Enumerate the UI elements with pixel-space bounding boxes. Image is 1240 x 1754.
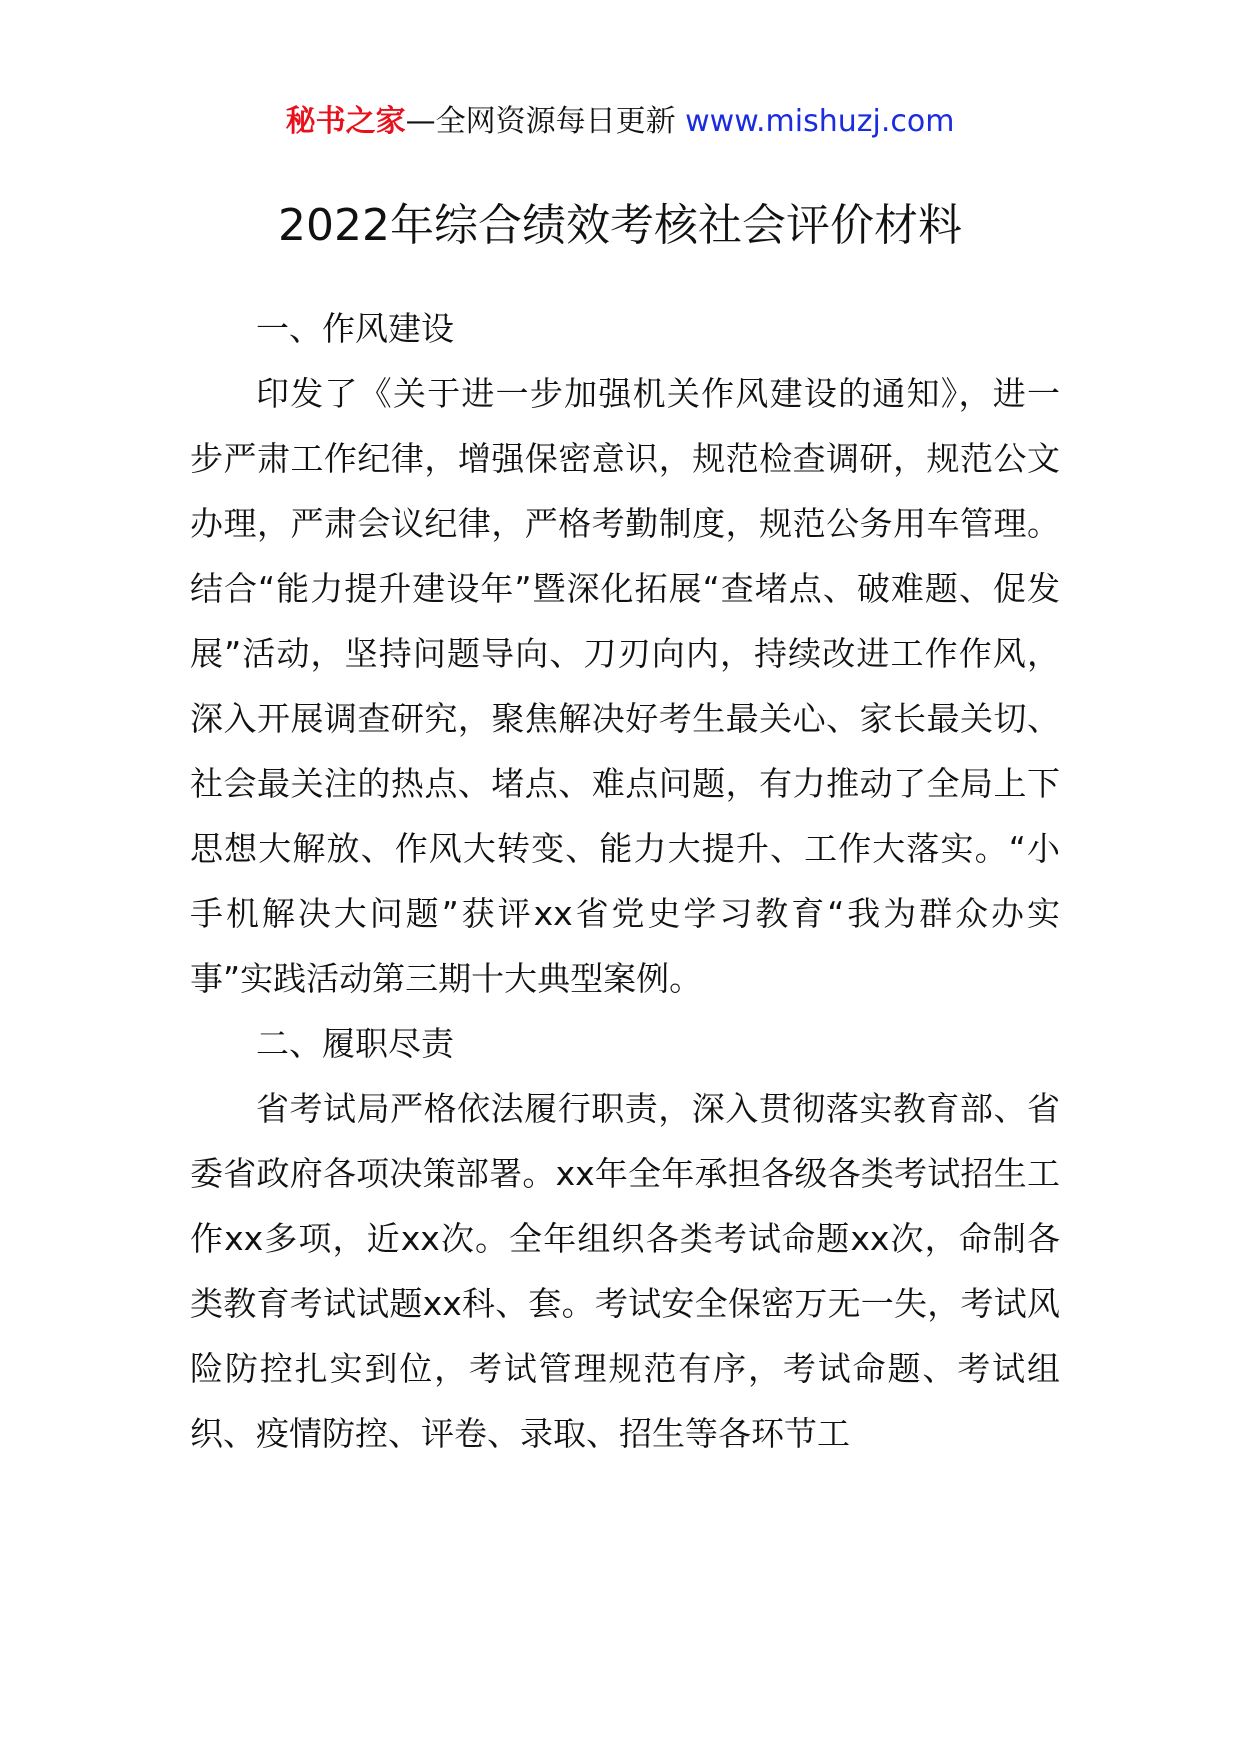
site-header — [0, 102, 1240, 142]
document-body — [190, 296, 1060, 1466]
header-tagline: —全网资源每日更新 — [405, 104, 676, 139]
document-title: 2022年综合绩效考核社会评价材料 — [278, 200, 962, 251]
section-heading-style: 一、作风建设 — [256, 309, 454, 348]
site-url-link[interactable]: www.mishuzj.com — [685, 104, 955, 139]
brand-name: 秘书之家 — [285, 104, 406, 139]
section-paragraph-style: 印发了《关于进一步加强机关作风建设的通知》，进一步严肃工作纪律，增强保密意识，规范检查调研，规范公文办理，严肃会议纪律，严格考勤制度，规范公务用车管理。结合“能力提升建设年”暨深化拓展“查堵点、破难题、促发展”活动，坚持问题导向、刀刃向内，持续改进工作作风，深入开展调查研究，聚焦解决好考生最关心、家长最关切、社会最关注的热点、堵点、难点问题，有力推动了全局上下思想大解放、作风大转变、能力大提升、工作大落实。“小手机解决大问题”获评xx省党史学习教育“我为群众办实事”实践活动第三期十大典型案例。 — [190, 374, 1060, 998]
section-paragraph-duties: 省考试局严格依法履行职责，深入贯彻落实教育部、省委省政府各项决策部署。xx年全年承担各级各类考试招生工作xx多项，近xx次。全年组织各类考试命题xx次，命制各类教育考试试题xx科、套。考试安全保密万无一失，考试风险防控扎实到位，考试管理规范有序，考试命题、考试组织、疫情防控、评卷、录取、招生等各环节工 — [190, 1089, 1060, 1453]
section-heading-duties: 二、履职尽责 — [256, 1024, 454, 1063]
